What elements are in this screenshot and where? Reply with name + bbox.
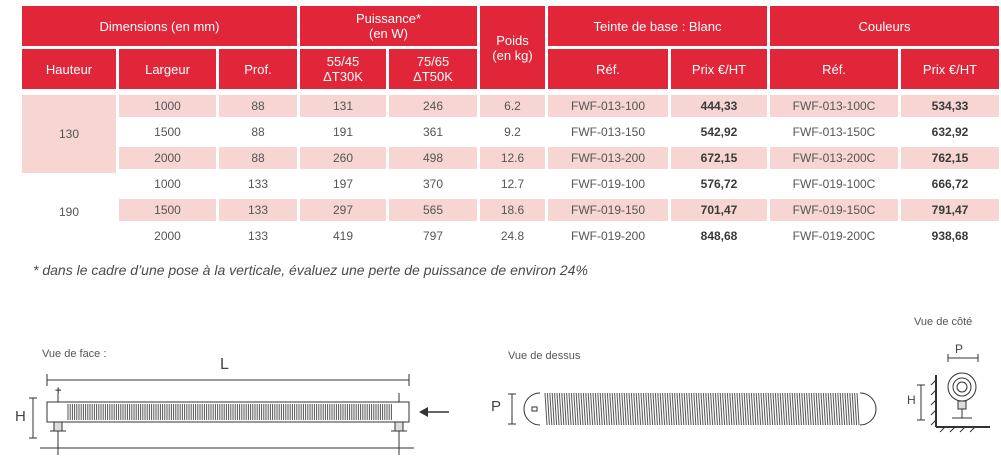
cell-prixc: 534,33	[901, 95, 999, 117]
cell-ref: FWF-019-200	[570, 229, 646, 243]
cell-prix: 444,33	[671, 95, 767, 117]
hauteur-130: 130	[22, 95, 116, 173]
cell-p1: 197	[332, 177, 354, 191]
fin	[792, 393, 794, 425]
fin	[682, 393, 684, 425]
fin	[663, 393, 665, 425]
cell-prixc: 666,72	[931, 177, 969, 191]
fin	[783, 393, 785, 425]
fin	[641, 393, 643, 425]
fin	[778, 393, 780, 425]
fin	[754, 393, 756, 425]
side-view-label: Vue de côté	[914, 316, 973, 328]
cell-prix: 542,92	[700, 125, 738, 139]
fin	[768, 393, 770, 425]
fin	[569, 393, 571, 425]
fin	[725, 393, 727, 425]
cell-largeur: 2000	[119, 147, 216, 169]
fin	[809, 393, 811, 425]
cell-largeur: 2000	[154, 229, 181, 243]
fin	[816, 393, 818, 425]
header-largeur: Largeur	[119, 49, 216, 89]
cell-ref: FWF-019-100	[570, 177, 646, 191]
fin	[617, 393, 619, 425]
cell-ref: FWF-013-100	[548, 95, 668, 117]
fin	[826, 393, 828, 425]
cell-refc: FWF-019-150C	[770, 199, 898, 221]
footnote: * dans le cadre d’une pose à la verticale, évaluez une perte de puissance de environ 24%	[33, 262, 588, 278]
fin	[646, 393, 648, 425]
dimension-P-top: P	[491, 398, 502, 415]
fin	[631, 393, 633, 425]
fin	[720, 393, 722, 425]
cell-p2: 370	[422, 177, 444, 191]
fin	[651, 393, 653, 425]
cell-largeur: 1500	[119, 199, 216, 221]
fin	[785, 393, 787, 425]
cell-prixc: 762,15	[901, 147, 999, 169]
fin	[840, 393, 842, 425]
top-view-fins	[545, 393, 859, 425]
cell-poids: 6.2	[480, 95, 545, 117]
cell-p1: 131	[300, 95, 386, 117]
fin	[593, 393, 595, 425]
fin	[742, 393, 744, 425]
header-couleurs: Couleurs	[770, 6, 999, 46]
cell-prof: 133	[247, 177, 269, 191]
fin	[771, 393, 773, 425]
fin	[627, 393, 629, 425]
header-p1: 55/45 ΔT30K	[300, 49, 386, 89]
fin	[547, 393, 549, 425]
cell-p1: 297	[300, 199, 386, 221]
fin	[737, 393, 739, 425]
fin	[619, 393, 621, 425]
fin	[766, 393, 768, 425]
fin	[648, 393, 650, 425]
fin	[689, 393, 691, 425]
fin	[670, 393, 672, 425]
fin	[677, 393, 679, 425]
fin	[718, 393, 720, 425]
face-view-label: Vue de face :	[42, 348, 107, 360]
header-teinte: Teinte de base : Blanc	[548, 6, 767, 46]
fin	[699, 393, 701, 425]
fin	[658, 393, 660, 425]
cell-p2: 246	[389, 95, 477, 117]
fin	[564, 393, 566, 425]
header-puissance: Puissance* (en W)	[300, 6, 477, 46]
fin	[749, 393, 751, 425]
fin	[576, 393, 578, 425]
header-prix-blanc: Prix €/HT	[671, 49, 767, 89]
cell-p1: 419	[332, 229, 354, 243]
cell-p1: 260	[300, 147, 386, 169]
fin	[756, 393, 758, 425]
cell-poids: 18.6	[480, 199, 545, 221]
fin	[545, 393, 547, 425]
hauteur-190: 190	[58, 205, 80, 219]
fin	[660, 393, 662, 425]
cell-refc: FWF-013-200C	[770, 147, 898, 169]
fin	[744, 393, 746, 425]
header-ref-blanc: Réf.	[548, 49, 668, 89]
fin	[838, 393, 840, 425]
fin	[775, 393, 777, 425]
fin	[747, 393, 749, 425]
cell-p2: 565	[389, 199, 477, 221]
cell-ref: FWF-013-150	[570, 125, 646, 139]
fin	[787, 393, 789, 425]
fin	[835, 393, 837, 425]
fin	[850, 393, 852, 425]
fin	[732, 393, 734, 425]
fin	[735, 393, 737, 425]
fin	[598, 393, 600, 425]
fin	[672, 393, 674, 425]
cell-p2: 498	[389, 147, 477, 169]
fin	[629, 393, 631, 425]
fin	[713, 393, 715, 425]
fin	[687, 393, 689, 425]
fin	[567, 393, 569, 425]
cell-p2: 797	[422, 229, 444, 243]
fin	[821, 393, 823, 425]
cell-p1: 191	[332, 125, 354, 139]
fin	[759, 393, 761, 425]
fin	[615, 393, 617, 425]
fin	[639, 393, 641, 425]
header-ref-couleur: Réf.	[770, 49, 898, 89]
fin	[595, 393, 597, 425]
cell-prix: 672,15	[671, 147, 767, 169]
fin	[751, 393, 753, 425]
fin	[605, 393, 607, 425]
top-view-label: Vue de dessus	[508, 350, 581, 362]
fin	[780, 393, 782, 425]
fin	[790, 393, 792, 425]
fin	[643, 393, 645, 425]
fin	[555, 393, 557, 425]
fin	[581, 393, 583, 425]
cell-prix: 701,47	[671, 199, 767, 221]
fin	[761, 393, 763, 425]
cell-prof: 88	[219, 95, 297, 117]
fin	[802, 393, 804, 425]
fin	[579, 393, 581, 425]
fin	[586, 393, 588, 425]
fin	[675, 393, 677, 425]
fin	[691, 393, 693, 425]
cell-ref: FWF-013-200	[548, 147, 668, 169]
cell-poids: 12.7	[500, 177, 525, 191]
fin	[634, 393, 636, 425]
cell-prof: 88	[219, 147, 297, 169]
fin	[622, 393, 624, 425]
fin	[703, 393, 705, 425]
fin	[763, 393, 765, 425]
header-hauteur: Hauteur	[22, 49, 116, 89]
fin	[655, 393, 657, 425]
header-poids: Poids (en kg)	[480, 6, 545, 89]
face-view-fins	[68, 404, 391, 420]
fin	[847, 393, 849, 425]
fin	[665, 393, 667, 425]
fin	[823, 393, 825, 425]
cell-prof: 133	[247, 229, 269, 243]
cell-prof: 88	[251, 125, 265, 139]
fin	[819, 393, 821, 425]
fin	[696, 393, 698, 425]
fin	[562, 393, 564, 425]
fin	[833, 393, 835, 425]
fin	[855, 393, 857, 425]
header-prix-couleur: Prix €/HT	[901, 49, 999, 89]
fin	[739, 393, 741, 425]
fin	[552, 393, 554, 425]
fin	[804, 393, 806, 425]
fin	[603, 393, 605, 425]
fin	[797, 393, 799, 425]
fin	[706, 393, 708, 425]
cell-poids: 12.6	[480, 147, 545, 169]
fin	[588, 393, 590, 425]
fin	[624, 393, 626, 425]
cell-largeur: 1000	[154, 177, 181, 191]
cell-prix: 848,68	[700, 229, 738, 243]
fin	[557, 393, 559, 425]
header-p2: 75/65 ΔT50K	[389, 49, 477, 89]
dimension-P-side: P	[955, 342, 964, 356]
side-view-drawing	[917, 354, 990, 432]
cell-ref: FWF-019-150	[548, 199, 668, 221]
cell-prof: 133	[219, 199, 297, 221]
fin	[653, 393, 655, 425]
dimension-L: L	[220, 356, 229, 373]
cell-refc: FWF-019-100C	[792, 177, 876, 191]
cell-prix: 576,72	[700, 177, 738, 191]
fin	[591, 393, 593, 425]
fin	[857, 393, 859, 425]
fin	[845, 393, 847, 425]
fin	[814, 393, 816, 425]
fin	[667, 393, 669, 425]
fin	[679, 393, 681, 425]
fin	[574, 393, 576, 425]
plus-sign: +	[55, 385, 62, 397]
fin	[723, 393, 725, 425]
cell-refc: FWF-019-200C	[792, 229, 876, 243]
fin	[559, 393, 561, 425]
fin	[701, 393, 703, 425]
fin	[583, 393, 585, 425]
cell-prixc: 938,68	[931, 229, 969, 243]
fin	[612, 393, 614, 425]
header-prof: Prof.	[219, 49, 297, 89]
fin	[715, 393, 717, 425]
fin	[811, 393, 813, 425]
cell-largeur: 1500	[154, 125, 181, 139]
fin	[711, 393, 713, 425]
fin	[727, 393, 729, 425]
dimension-H-face: H	[15, 408, 26, 425]
header-dimensions: Dimensions (en mm)	[22, 6, 297, 46]
cell-poids: 9.2	[504, 125, 521, 139]
cell-prixc: 632,92	[931, 125, 969, 139]
fin	[730, 393, 732, 425]
fin	[831, 393, 833, 425]
fin	[843, 393, 845, 425]
fin	[807, 393, 809, 425]
fin	[694, 393, 696, 425]
fin	[799, 393, 801, 425]
fin	[571, 393, 573, 425]
fin	[550, 393, 552, 425]
dimension-H-side: H	[907, 393, 916, 407]
cell-largeur: 1000	[119, 95, 216, 117]
fin	[607, 393, 609, 425]
cell-p2: 361	[422, 125, 444, 139]
fin	[684, 393, 686, 425]
fin	[795, 393, 797, 425]
fin	[773, 393, 775, 425]
fin	[610, 393, 612, 425]
cell-refc: FWF-013-150C	[792, 125, 876, 139]
fin	[828, 393, 830, 425]
cell-refc: FWF-013-100C	[770, 95, 898, 117]
fin	[636, 393, 638, 425]
fin	[852, 393, 854, 425]
fin	[600, 393, 602, 425]
fin	[708, 393, 710, 425]
cell-prixc: 791,47	[901, 199, 999, 221]
cell-poids: 24.8	[500, 229, 525, 243]
